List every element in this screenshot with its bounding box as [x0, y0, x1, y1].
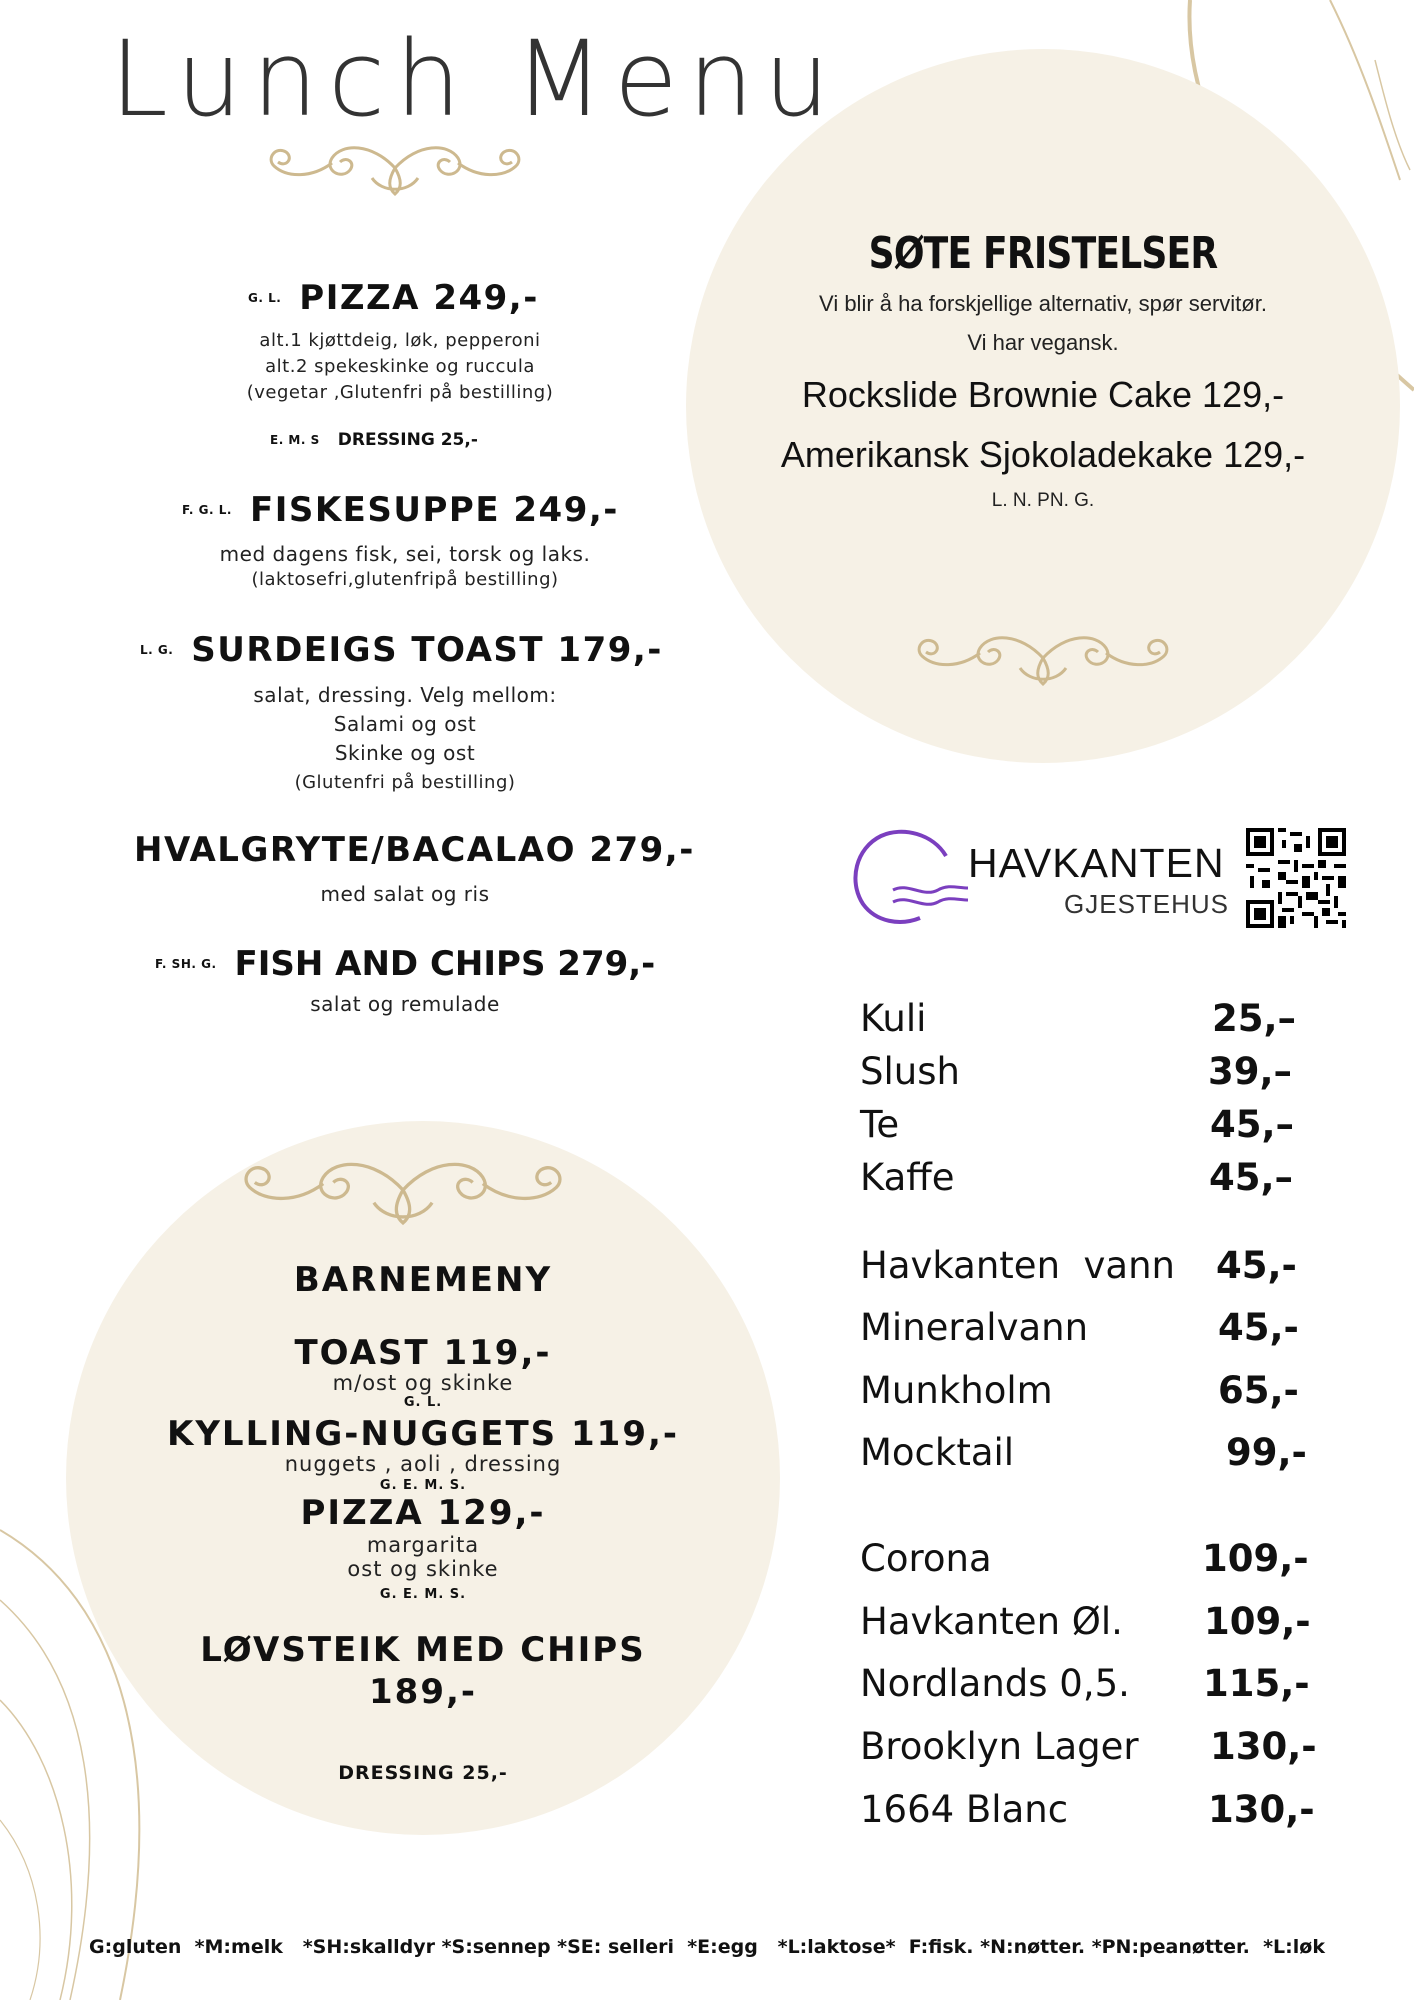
allergen-tag: F. SH. G. [155, 957, 217, 971]
drink-price: 99,- [1226, 1431, 1307, 1474]
kids-item-name: TOAST 119,- [294, 1333, 552, 1373]
flourish-ornament-dessert [910, 628, 1176, 688]
brand-subtitle: GJESTEHUS [1064, 889, 1230, 919]
fish-and-chips-description [200, 991, 610, 1017]
kids-item-name: LØVSTEIK MED CHIPS [200, 1630, 646, 1670]
desc-line: alt.1 kjøttdeig, løk, pepperoni [259, 330, 541, 351]
fiskesuppe-description [190, 541, 620, 593]
kids-item-desc: margarita [366, 1533, 480, 1557]
kids-item-price: 189,- [369, 1672, 477, 1712]
havkanten-logo-icon [848, 826, 968, 926]
drink-price: 130,- [1210, 1725, 1317, 1768]
drink-price: 39,– [1208, 1050, 1293, 1093]
drink-name: Havkanten vann [860, 1244, 1176, 1287]
drink-name: Brooklyn Lager [860, 1725, 1139, 1768]
desc-line: med dagens fisk, sei, torsk og laks. [219, 542, 591, 566]
drink-name: Kuli [860, 997, 927, 1040]
menu-item-fiskesuppe [182, 490, 619, 530]
drink-price: 109,- [1204, 1600, 1311, 1643]
desc-line: Skinke og ost [334, 741, 476, 765]
dessert-item: Rockslide Brownie Cake 129,- [801, 374, 1285, 415]
drink-price: 109,- [1202, 1537, 1309, 1580]
drink-name: Havkanten Øl. [860, 1600, 1123, 1643]
allergen-tag: G. E. M. S. [379, 1587, 467, 1602]
qr-code[interactable] [1246, 828, 1346, 928]
drink-name: Kaffe [860, 1156, 955, 1199]
item-name: PIZZA 249,- [299, 278, 539, 318]
drink-price: 45,– [1209, 1156, 1294, 1199]
drink-name: Mineralvann [860, 1306, 1089, 1349]
hvalgryte-description [200, 881, 610, 907]
dessert-note: Vi blir å ha forskjellige alternativ, spør servitør. [819, 291, 1267, 316]
allergen-tag: F. G. L. [182, 503, 232, 517]
kids-dressing: DRESSING 25,- [338, 1762, 508, 1784]
drink-name: Slush [860, 1050, 960, 1093]
drink-name: Mocktail [860, 1431, 1015, 1474]
allergen-tag: L. G. [140, 643, 174, 657]
surdeigs-toast-description [200, 681, 610, 797]
kids-item-desc: nuggets , aoli , dressing [284, 1452, 562, 1476]
item-name: FISH AND CHIPS 279,- [234, 944, 656, 984]
menu-item-fish-and-chips [155, 944, 655, 984]
drink-price: 25,– [1212, 997, 1297, 1040]
kids-item-name: KYLLING-NUGGETS 119,- [166, 1414, 680, 1454]
brand-name: HAVKANTEN [968, 840, 1225, 886]
desc-line: salat og remulade [310, 992, 500, 1016]
drink-name: Nordlands 0,5. [860, 1662, 1130, 1705]
dessert-title: SØTE FRISTELSER [868, 228, 1218, 279]
desc-line: (Glutenfri på bestilling) [294, 772, 516, 793]
dessert-vegan-note: Vi har vegansk. [967, 330, 1119, 355]
menu-item-hvalgryte [134, 830, 695, 870]
dessert-section [740, 228, 1346, 512]
allergen-legend: G:gluten *M:melk *SH:skalldyr *S:sennep *SE: selleri *E:egg *L:laktose* F:fisk. *N:nøtter. *PN:peanøtter. *L:løk [89, 1936, 1325, 1958]
drink-price: 130,- [1208, 1788, 1315, 1831]
desc-line: salat, dressing. Velg mellom: [253, 683, 557, 707]
flourish-ornament-top [262, 138, 528, 198]
desc-line: alt.2 spekeskinke og ruccula [265, 356, 535, 377]
allergen-tag: G. E. M. S. [379, 1478, 467, 1493]
menu-item-pizza [248, 278, 539, 318]
dessert-item: Amerikansk Sjokoladekake 129,- [780, 434, 1306, 475]
pizza-description [200, 328, 600, 406]
drink-name: Corona [860, 1537, 992, 1580]
drink-name: Munkholm [860, 1369, 1053, 1412]
drink-name: Te [860, 1103, 900, 1146]
drink-price: 45,– [1210, 1103, 1295, 1146]
kids-item-name: PIZZA 129,- [300, 1493, 546, 1533]
menu-item-surdeigs-toast [140, 630, 663, 670]
allergen-tag: G. L. [403, 1395, 443, 1410]
item-name: HVALGRYTE/BACALAO 279,- [134, 830, 695, 870]
item-name: SURDEIGS TOAST 179,- [191, 630, 663, 670]
pizza-dressing [270, 430, 478, 450]
item-name: FISKESUPPE 249,- [249, 490, 619, 530]
dressing-label: DRESSING 25,- [337, 430, 478, 450]
allergen-tag: G. L. [248, 291, 282, 305]
drink-price: 45,- [1218, 1306, 1299, 1349]
kids-item-desc: m/ost og skinke [332, 1371, 514, 1395]
desc-line: (vegetar ,Glutenfri på bestilling) [246, 382, 554, 403]
drink-price: 65,- [1218, 1369, 1299, 1412]
flourish-ornament-kids [228, 1152, 578, 1228]
dessert-allergen-tags: L. N. PN. G. [991, 490, 1095, 511]
kids-menu-title: BARNEMENY [293, 1260, 553, 1300]
desc-line: Salami og ost [333, 712, 477, 736]
drink-name: 1664 Blanc [860, 1788, 1069, 1831]
kids-item-desc: ost og skinke [347, 1557, 499, 1581]
drink-price: 115,- [1203, 1662, 1310, 1705]
kids-menu-section [143, 1260, 703, 1784]
page-title: Lunch Menu [110, 18, 840, 140]
desc-line: med salat og ris [320, 882, 490, 906]
allergen-tag: E. M. S [270, 433, 320, 447]
drink-price: 45,- [1216, 1244, 1297, 1287]
desc-line: (laktosefri,glutenfripå bestilling) [251, 569, 559, 590]
